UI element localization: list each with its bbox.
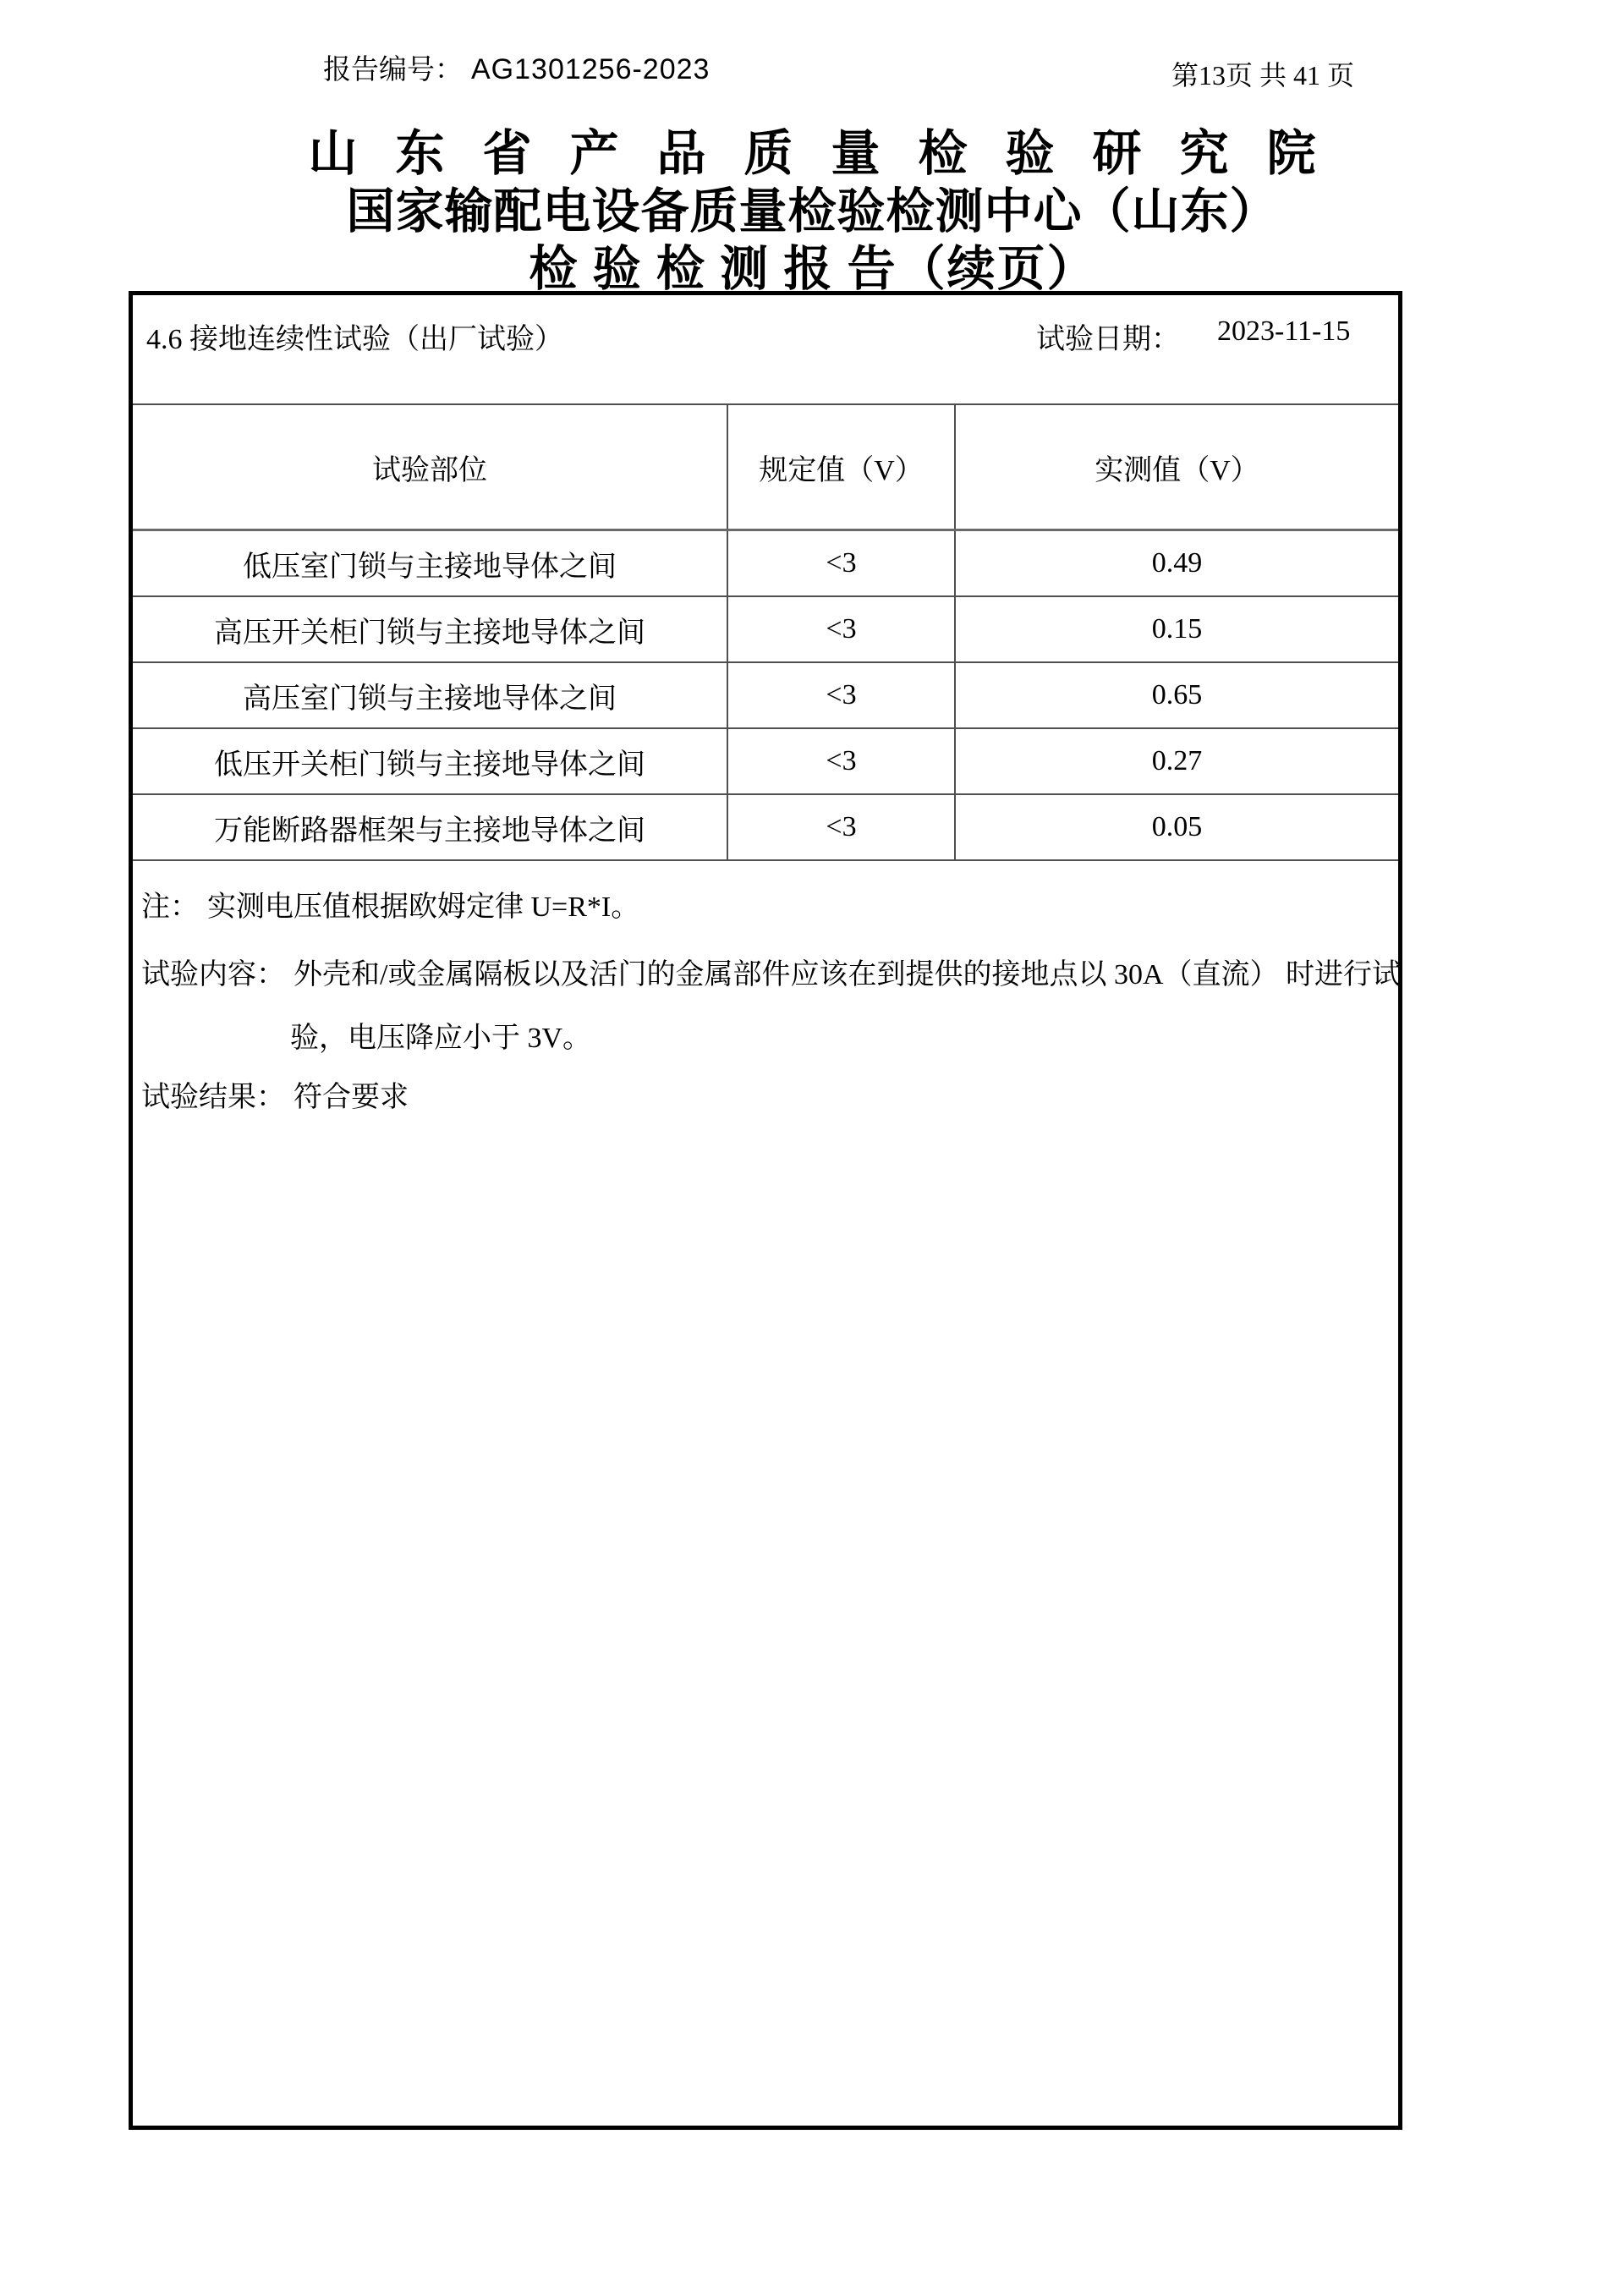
measured-value-cell: 0.05 [955,794,1398,860]
note-line [141,891,639,925]
test-part-cell: 万能断路器框架与主接地导体之间 [133,794,727,860]
table-row [133,596,1398,662]
note-text: 实测电压值根据欧姆定律 U=R*I。 [207,892,640,923]
test-content-continuation: 验，电压降应小于 3V。 [290,1023,592,1054]
spec-value-cell: <3 [727,530,955,597]
test-content-text: 外壳和/或金属隔板以及活门的金属部件应该在到提供的接地点以 30A（直流） 时进行试 [294,959,1401,990]
table-row [133,530,1398,597]
test-part-cell: 低压室门锁与主接地导体之间 [133,530,727,597]
test-part-cell: 高压开关柜门锁与主接地导体之间 [133,596,727,662]
table-row [133,728,1398,794]
test-content-line [141,958,1401,993]
measured-value-cell: 0.15 [955,596,1398,662]
spec-value-cell: <3 [727,662,955,728]
test-date-value: 2023-11-15 [1217,315,1351,347]
report-number-line [323,52,710,88]
section-heading: 4.6 接地连续性试验（出厂试验） [146,324,563,355]
table-header-row [133,404,1398,530]
measured-value-cell: 0.49 [955,530,1398,597]
report-number-value: AG1301256-2023 [471,53,710,85]
center-title: 国家输配电设备质量检验检测中心（山东） [346,185,1279,239]
test-part-cell: 低压开关柜门锁与主接地导体之间 [133,728,727,794]
test-date-label: 试验日期： [1036,324,1180,355]
column-header-test-part: 试验部位 [133,404,727,530]
column-header-spec-value: 规定值（V） [727,404,955,530]
ground-continuity-table [133,403,1398,861]
note-label: 注： [141,892,199,923]
column-header-measured-value: 实测值（V） [955,404,1398,530]
test-result-label: 试验结果： [141,1082,285,1113]
measured-value-cell: 0.27 [955,728,1398,794]
table-body [133,530,1398,861]
measured-value-cell: 0.65 [955,662,1398,728]
report-number-label: 报告编号： [323,55,463,85]
test-content-label: 试验内容： [141,959,285,990]
test-part-cell: 高压室门锁与主接地导体之间 [133,662,727,728]
page-indicator: 第13页 共 41 页 [1171,60,1355,91]
report-body-frame [129,291,1402,2130]
test-date-line [1036,315,1350,357]
report-title: 检 验 检 测 报 告（续页） [529,243,1097,296]
table-row [133,794,1398,860]
org-title: 山东省产品质量检验研究院 [308,126,1354,181]
spec-value-cell: <3 [727,728,955,794]
spec-value-cell: <3 [727,794,955,860]
test-result-line [141,1081,409,1116]
test-result-text: 符合要求 [294,1082,409,1113]
table-row [133,662,1398,728]
spec-value-cell: <3 [727,596,955,662]
